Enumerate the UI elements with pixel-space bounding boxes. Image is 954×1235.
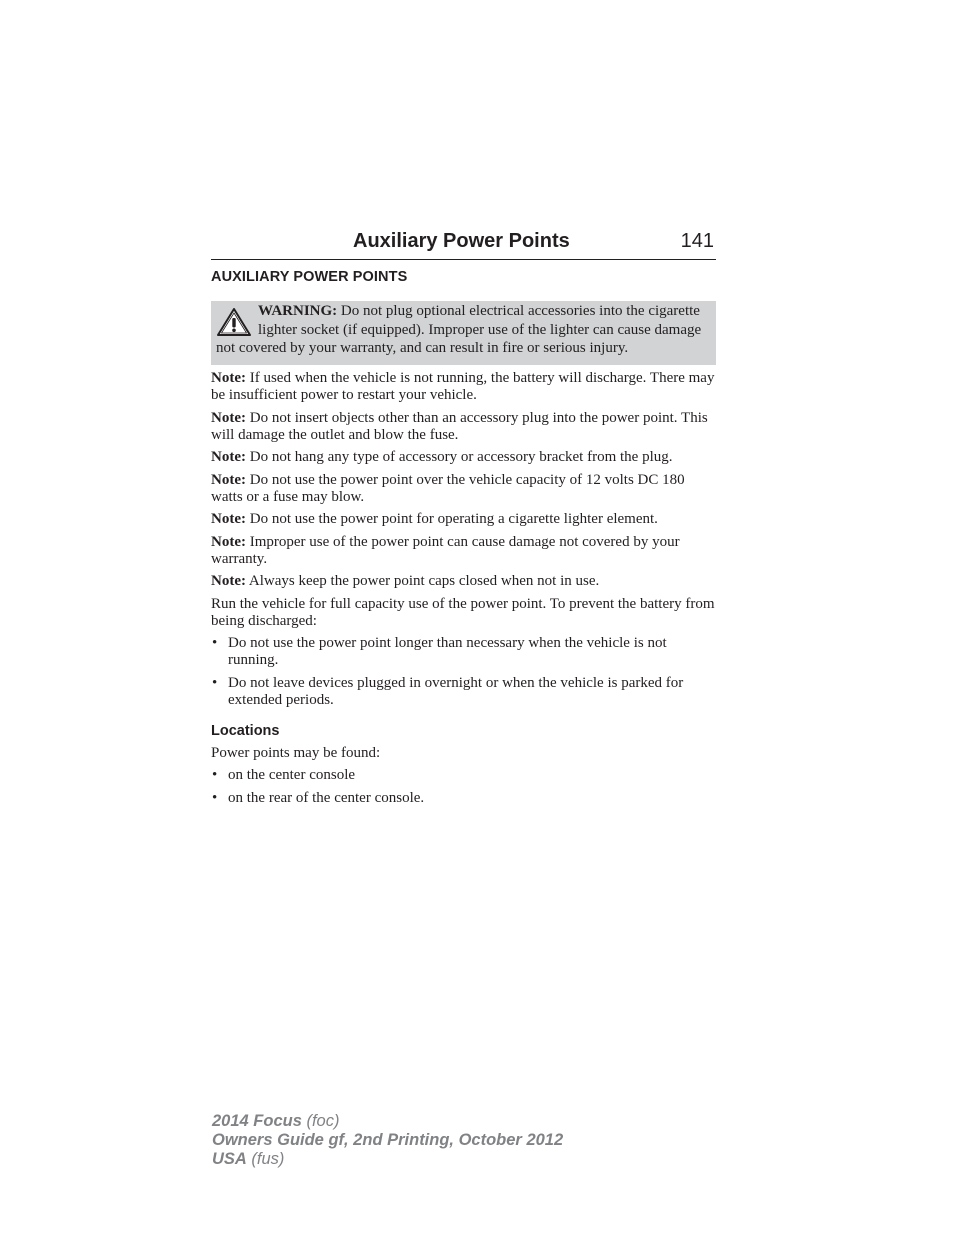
footer-line-1 (212, 1112, 563, 1131)
note-label: Note: (211, 471, 246, 488)
note-6 (211, 534, 716, 568)
bullet-dot: • (212, 789, 218, 806)
locations-intro: Power points may be found: (211, 744, 381, 761)
run-paragraph: Run the vehicle for full capacity use of the power point. To prevent the battery from being discharged: (211, 595, 715, 629)
locations-bullet-list (211, 767, 716, 807)
note-label: Note: (211, 573, 246, 590)
warning-triangle-icon (216, 307, 252, 337)
footer-model-code: (foc) (301, 1112, 340, 1130)
note-label: Note: (211, 511, 246, 528)
list-item-text: Do not use the power point longer than necessary when the vehicle is not running. (228, 635, 667, 669)
footer-market: USA (212, 1150, 247, 1168)
list-item-text: on the rear of the center console. (228, 789, 425, 806)
note-label: Note: (211, 533, 246, 550)
warning-text (216, 301, 708, 358)
list-item (211, 675, 716, 709)
note-2 (211, 410, 716, 444)
note-3 (211, 449, 716, 466)
note-text: Do not insert objects other than an accessory plug into the power point. This will damage the outlet and blow the fuse. (211, 409, 708, 443)
note-text: Do not use the power point over the vehicle capacity of 12 volts DC 180 watts or a fuse may blow. (211, 471, 685, 505)
footer-line-2: Owners Guide gf, 2nd Printing, October 2012 (212, 1131, 564, 1149)
note-text: Do not hang any type of accessory or accessory bracket from the plug. (245, 449, 673, 466)
bullet-dot: • (212, 635, 218, 652)
note-label: Note: (211, 370, 246, 387)
note-4 (211, 472, 716, 506)
footer-market-code: (fus) (246, 1150, 285, 1168)
note-text: If used when the vehicle is not running, the battery will discharge. There may be insufficient power to restart your vehicle. (211, 370, 715, 404)
manual-page (211, 228, 716, 812)
running-head-title: Auxiliary Power Points (353, 230, 570, 252)
list-item-text: on the center console (228, 767, 356, 784)
page-number: 141 (680, 230, 714, 252)
note-text: Do not use the power point for operating a cigarette lighter element. (245, 511, 658, 528)
note-text: Always keep the power point caps closed when not in use. (245, 573, 600, 590)
warning-box (211, 301, 716, 365)
list-item (211, 790, 716, 807)
note-1 (211, 370, 716, 404)
footer-line-3 (212, 1150, 563, 1169)
bullet-dot: • (212, 767, 218, 784)
note-text: Improper use of the power point can cause damage not covered by your warranty. (211, 533, 680, 567)
note-label: Note: (211, 449, 246, 466)
list-item-text: Do not leave devices plugged in overnight or when the vehicle is parked for extended periods. (228, 674, 684, 708)
page-footer (212, 1112, 563, 1169)
list-item (211, 767, 716, 784)
list-item (211, 635, 716, 669)
note-label: Note: (211, 409, 246, 426)
warning-body: Do not plug optional electrical accessories into the cigarette lighter socket (if equipped). Improper use of the lighter can cause damage not covered by your warranty, and can result in fire or serious injury. (216, 303, 702, 357)
section-heading: AUXILIARY POWER POINTS (211, 269, 408, 285)
note-7 (211, 573, 716, 590)
locations-heading: Locations (211, 722, 280, 739)
warning-label: WARNING: (258, 303, 338, 319)
footer-model: 2014 Focus (212, 1112, 302, 1130)
run-bullet-list (211, 635, 716, 709)
running-head (211, 228, 716, 260)
note-5 (211, 511, 716, 528)
bullet-dot: • (212, 674, 218, 691)
